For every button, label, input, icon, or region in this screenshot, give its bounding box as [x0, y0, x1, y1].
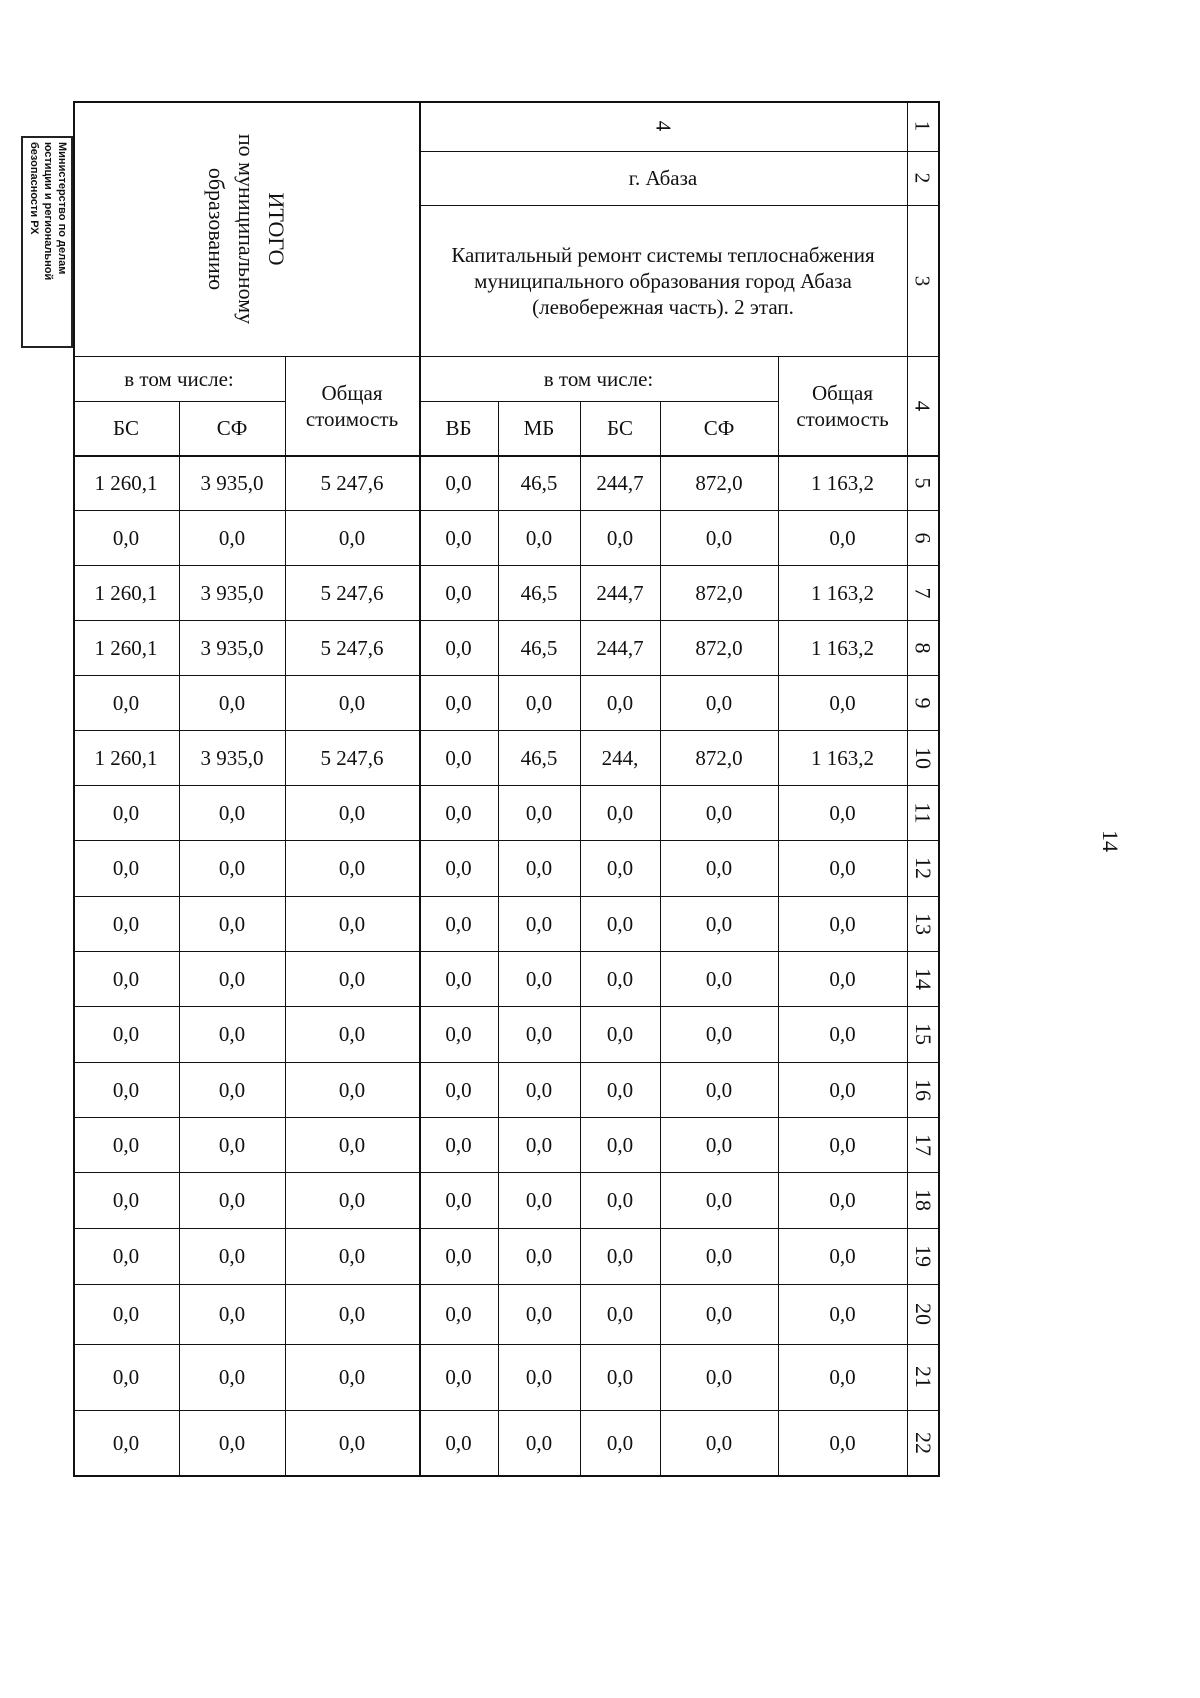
stamp-line: безопасности РХ [28, 142, 40, 235]
table-cell: 0,0 [525, 1302, 553, 1326]
table-cell: 0,0 [829, 1244, 856, 1268]
col-header: ВБ [445, 416, 472, 440]
table-cell: 0,0 [606, 800, 634, 825]
table-cell: 0,0 [338, 1188, 366, 1212]
table-cell: 0,0 [112, 1077, 140, 1102]
table-cell: 0,0 [705, 1022, 733, 1046]
row-index [907, 1062, 938, 1117]
table-cell: 0,0 [705, 1077, 733, 1102]
table-cell: 0,0 [445, 1022, 472, 1046]
incl-label: в том числе: [124, 366, 234, 391]
row-index-text: 10 [910, 746, 936, 769]
table-cell: 0,0 [218, 1188, 246, 1212]
table-cell: 5 247,6 [320, 635, 384, 660]
table-cell: 3 935,0 [200, 580, 264, 605]
table-cell: 5 247,6 [320, 580, 384, 605]
table-cell: 0,0 [218, 911, 246, 936]
table-cell: 0,0 [218, 1365, 246, 1389]
table-cell: 0,0 [829, 1132, 856, 1157]
table-cell: 0,0 [705, 690, 733, 715]
col-header: БС [607, 416, 633, 440]
table-cell: 0,0 [525, 690, 553, 715]
column-index [907, 101, 938, 151]
table-cell: 0,0 [606, 1132, 634, 1157]
table-cell: 0,0 [445, 911, 472, 936]
table-cell: 0,0 [525, 966, 553, 991]
column-index [907, 151, 938, 205]
table-cell: 244,7 [596, 635, 644, 660]
table-cell: 872,0 [695, 745, 743, 770]
table-cell: 0,0 [338, 856, 366, 880]
table-cell: 0,0 [829, 1022, 856, 1046]
table-cell: 0,0 [829, 856, 856, 880]
column-index-text: 2 [910, 172, 935, 184]
table-cell: 0,0 [525, 1188, 553, 1212]
table-cell: 0,0 [606, 1188, 634, 1212]
table-cell: 3 935,0 [200, 745, 264, 770]
row-index-text: 14 [910, 967, 936, 990]
table-cell: 0,0 [112, 966, 140, 991]
table-cell: 0,0 [705, 856, 733, 880]
table-cell: 0,0 [606, 1302, 634, 1326]
table-cell: 0,0 [705, 800, 733, 825]
table-cell: 0,0 [606, 1244, 634, 1268]
table-cell: 0,0 [829, 690, 856, 715]
table-cell: 0,0 [829, 966, 856, 991]
table-cell: 0,0 [525, 911, 553, 936]
table-cell: 0,0 [525, 800, 553, 825]
row-index-text: 12 [910, 857, 936, 879]
table-cell: 0,0 [445, 635, 472, 660]
table-cell: 1 163,2 [811, 745, 874, 770]
table-cell: 0,0 [218, 856, 246, 880]
table-cell: 0,0 [606, 690, 634, 715]
col-header: МБ [523, 416, 555, 440]
table-cell: 872,0 [695, 635, 743, 660]
row-index-text: 22 [910, 1431, 936, 1454]
table-cell: 0,0 [218, 1244, 246, 1268]
table-cell: 0,0 [829, 525, 856, 550]
table-cell: 0,0 [338, 966, 366, 991]
table-cell: 0,0 [705, 911, 733, 936]
row-index-text: 6 [910, 532, 936, 543]
table-cell: 0,0 [829, 1188, 856, 1212]
table-cell: 0,0 [445, 800, 472, 825]
table-cell: 1 163,2 [811, 635, 874, 660]
row-index-text: 7 [910, 587, 936, 598]
row-index [907, 896, 938, 951]
column-index-text: 4 [910, 400, 935, 411]
row-index-text: 8 [910, 642, 936, 653]
table-cell: 0,0 [338, 1077, 366, 1102]
table-cell: 0,0 [606, 1430, 634, 1455]
table-cell: 0,0 [112, 911, 140, 936]
table-cell: 0,0 [705, 1188, 733, 1212]
table-cell: 0,0 [606, 1365, 634, 1389]
table-cell: 0,0 [112, 1365, 140, 1389]
row-index [907, 840, 938, 896]
table-cell: 0,0 [445, 1077, 472, 1102]
row-index [907, 1117, 938, 1172]
table-cell: 0,0 [606, 966, 634, 991]
total-cost-header: Общая стоимость [796, 380, 889, 431]
table-cell: 0,0 [525, 525, 553, 550]
table-cell: 0,0 [525, 1132, 553, 1157]
row-index-text: 21 [910, 1366, 936, 1388]
table-cell: 0,0 [525, 1022, 553, 1046]
row-index [907, 1284, 938, 1344]
table-cell: 0,0 [338, 1365, 366, 1389]
col-header: СФ [216, 416, 248, 440]
table-cell: 0,0 [445, 745, 472, 770]
table-cell: 0,0 [525, 1430, 553, 1455]
table-cell: 0,0 [445, 1365, 472, 1389]
row-index-text: 16 [910, 1078, 936, 1101]
table-cell: 0,0 [218, 1430, 246, 1455]
table-cell: 0,0 [218, 1132, 246, 1157]
page-number: 14 [1098, 830, 1123, 852]
table-cell: 0,0 [705, 1302, 733, 1326]
row-index [907, 785, 938, 840]
table-cell: 244, [601, 745, 639, 770]
table-cell: 244,7 [596, 580, 644, 605]
table-cell: 46,5 [520, 635, 558, 660]
table-cell: 0,0 [606, 1022, 634, 1046]
stamp-line: Министерство по делам [56, 142, 68, 275]
row-index [907, 730, 938, 785]
row-index-text: 20 [910, 1303, 936, 1325]
table-cell: 0,0 [112, 525, 140, 550]
table-border-right [938, 101, 940, 1477]
table-cell: 0,0 [112, 1244, 140, 1268]
table-cell: 0,0 [705, 1244, 733, 1268]
table-cell: 0,0 [445, 580, 472, 605]
table-cell: 0,0 [218, 1302, 246, 1326]
table-cell: 0,0 [705, 1132, 733, 1157]
region-name: г. Абаза [628, 166, 698, 190]
table-cell: 0,0 [606, 911, 634, 936]
table-cell: 46,5 [520, 580, 558, 605]
table-cell: 0,0 [445, 690, 472, 715]
row-index [907, 1006, 938, 1062]
row-index-text: 19 [910, 1245, 936, 1267]
table-cell: 0,0 [606, 525, 634, 550]
table-cell: 0,0 [218, 690, 246, 715]
row-index [907, 510, 938, 565]
table-cell: 5 247,6 [320, 745, 384, 770]
table-cell: 0,0 [112, 800, 140, 825]
row-index-text: 13 [910, 912, 936, 935]
table-cell: 0,0 [112, 1022, 140, 1046]
row-index-text: 18 [910, 1189, 936, 1211]
table-cell: 0,0 [829, 911, 856, 936]
table-cell: 0,0 [445, 1244, 472, 1268]
table-cell: 0,0 [606, 1077, 634, 1102]
column-index-text: 1 [910, 120, 935, 132]
table-cell: 46,5 [520, 745, 558, 770]
table-cell: 0,0 [338, 525, 366, 550]
table-cell: 0,0 [606, 856, 634, 880]
column-index [907, 205, 938, 356]
table-cell: 0,0 [445, 966, 472, 991]
table-cell: 0,0 [338, 1244, 366, 1268]
table-cell: 0,0 [829, 1430, 856, 1455]
row-index-text: 15 [910, 1023, 936, 1045]
table-cell: 0,0 [338, 911, 366, 936]
table-cell: 0,0 [112, 690, 140, 715]
table-cell: 0,0 [829, 1077, 856, 1102]
project-title: Капитальный ремонт системы теплоснабжения муниципального образования город Абаза (левобережная часть). 2 этап. [451, 242, 875, 319]
table-cell: 1 260,1 [94, 745, 158, 770]
table-cell: 5 247,6 [320, 470, 384, 495]
table-cell: 0,0 [338, 1132, 366, 1157]
table-cell: 0,0 [705, 966, 733, 991]
table-cell: 0,0 [829, 1365, 856, 1389]
column-index-text: 3 [910, 275, 935, 286]
table-cell: 0,0 [445, 470, 472, 495]
table-cell: 0,0 [112, 1188, 140, 1212]
column-index [907, 356, 938, 455]
total-label-text: ИТОГО по муниципальному образованию [204, 133, 289, 324]
table-cell: 1 163,2 [811, 470, 874, 495]
table-cell: 0,0 [218, 1022, 246, 1046]
table-cell: 0,0 [445, 525, 472, 550]
row-index [907, 455, 938, 510]
row-index [907, 1344, 938, 1410]
table-cell: 0,0 [338, 1430, 366, 1455]
row-index [907, 1228, 938, 1284]
table-cell: 0,0 [445, 1430, 472, 1455]
table-cell: 0,0 [705, 525, 733, 550]
table-cell: 3 935,0 [200, 635, 264, 660]
table-cell: 0,0 [338, 690, 366, 715]
table-cell: 0,0 [218, 525, 246, 550]
table-cell: 0,0 [525, 1244, 553, 1268]
table-cell: 3 935,0 [200, 470, 264, 495]
row-index [907, 1172, 938, 1228]
table-cell: 0,0 [525, 1365, 553, 1389]
row-index [907, 565, 938, 620]
table-cell: 0,0 [445, 1302, 472, 1326]
table-cell: 46,5 [520, 470, 558, 495]
table-cell: 1 260,1 [94, 635, 158, 660]
table-cell: 0,0 [112, 1430, 140, 1455]
table-cell: 0,0 [445, 1132, 472, 1157]
total-label [73, 101, 419, 356]
table-cell: 872,0 [695, 580, 743, 605]
row-index [907, 675, 938, 730]
row-index-text: 11 [910, 801, 936, 824]
table-cell: 1 260,1 [94, 470, 158, 495]
table-cell: 0,0 [218, 800, 246, 825]
row-index [907, 951, 938, 1006]
table-cell: 244,7 [596, 470, 644, 495]
table-cell: 0,0 [525, 1077, 553, 1102]
col-header: БС [113, 416, 139, 440]
table-cell: 872,0 [695, 470, 743, 495]
row-index [907, 620, 938, 675]
table-cell: 0,0 [112, 1302, 140, 1326]
row-index-text: 9 [910, 697, 936, 708]
region-index-text: 4 [651, 120, 675, 132]
table-cell: 0,0 [829, 800, 856, 825]
table-cell: 1 260,1 [94, 580, 158, 605]
table-cell: 0,0 [705, 1430, 733, 1455]
table-cell: 0,0 [525, 856, 553, 880]
stamp-line: юстиции и региональной [42, 142, 54, 281]
incl-label: в том числе: [543, 366, 654, 391]
row-index [907, 1410, 938, 1475]
row-index-text: 17 [910, 1133, 936, 1156]
table-cell: 0,0 [338, 1302, 366, 1326]
row-index-text: 5 [910, 477, 936, 488]
table-cell: 0,0 [445, 1188, 472, 1212]
table-cell: 0,0 [218, 966, 246, 991]
table-cell: 0,0 [218, 1077, 246, 1102]
table-cell: 0,0 [338, 800, 366, 825]
table-cell: 1 163,2 [811, 580, 874, 605]
table-border-bottom [73, 1475, 940, 1477]
total-cost-header: Общая стоимость [305, 380, 399, 431]
table-cell: 0,0 [705, 1365, 733, 1389]
table-cell: 0,0 [112, 856, 140, 880]
col-header: СФ [703, 416, 735, 440]
table-cell: 0,0 [829, 1302, 856, 1326]
table-cell: 0,0 [338, 1022, 366, 1046]
region-index [419, 101, 907, 151]
table-cell: 0,0 [112, 1132, 140, 1157]
table-cell: 0,0 [445, 856, 472, 880]
